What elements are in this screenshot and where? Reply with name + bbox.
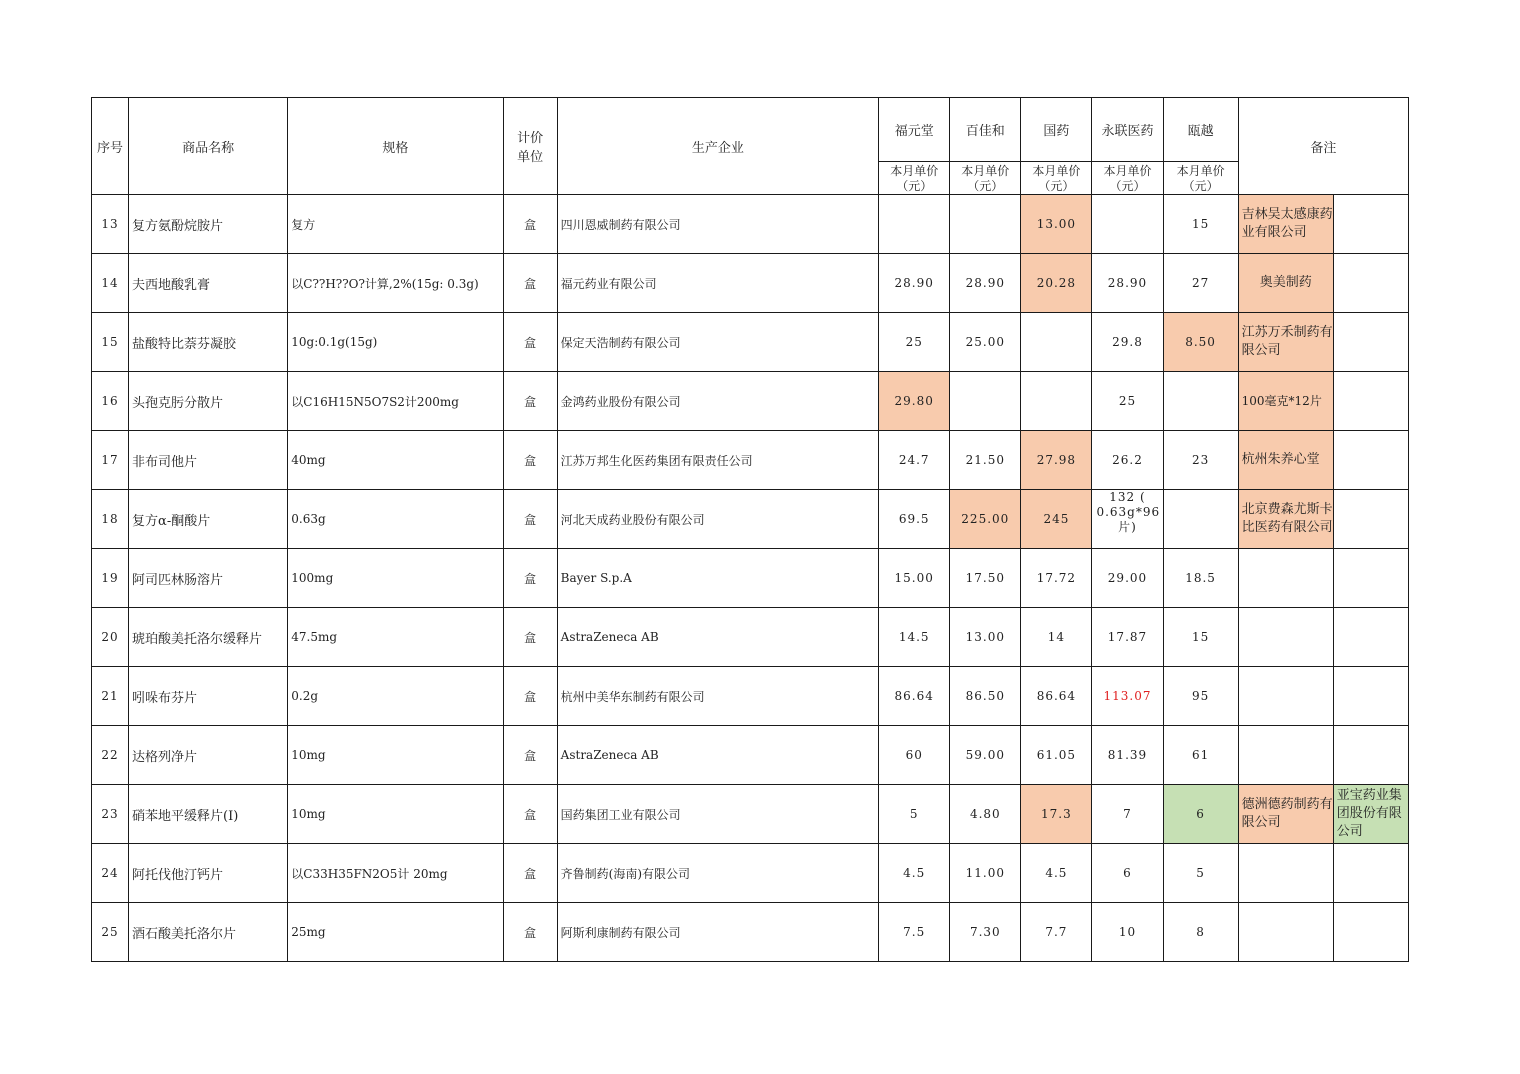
cell-price-4: 81.39 [1092, 726, 1163, 785]
table-row [92, 903, 1409, 962]
cell-unit: 盒 [503, 844, 557, 903]
cell-price-5: 15 [1163, 195, 1238, 254]
cell-price-4: 6 [1092, 844, 1163, 903]
header-unit: 计价单位 [503, 98, 557, 195]
cell-note-1: 德洲德药制药有限公司 [1238, 785, 1333, 844]
cell-price-2: 28.90 [950, 254, 1021, 313]
table-row [92, 785, 1409, 844]
cell-price-5 [1163, 490, 1238, 549]
cell-price-5: 8 [1163, 903, 1238, 962]
header-spec: 规格 [288, 98, 503, 195]
table-row [92, 667, 1409, 726]
cell-price-1: 5 [879, 785, 950, 844]
cell-spec: 以C16H15N5O7S2计200mg [288, 372, 503, 431]
cell-name: 盐酸特比萘芬凝胶 [129, 313, 288, 372]
header-supplier-5: 瓯越 [1163, 98, 1238, 162]
cell-price-4: 29.8 [1092, 313, 1163, 372]
cell-price-4: 10 [1092, 903, 1163, 962]
cell-price-5: 8.50 [1163, 313, 1238, 372]
table-row [92, 726, 1409, 785]
cell-maker: 金鸿药业股份有限公司 [557, 372, 878, 431]
cell-note-2 [1333, 844, 1408, 903]
cell-note-1 [1238, 903, 1333, 962]
cell-name: 吲哚布芬片 [129, 667, 288, 726]
cell-price-5: 6 [1163, 785, 1238, 844]
price-comparison-table [91, 97, 1409, 962]
cell-seq: 15 [92, 313, 129, 372]
header-unit-price: 本月单价（元） [879, 162, 950, 195]
cell-price-2: 17.50 [950, 549, 1021, 608]
cell-spec: 10mg [288, 785, 503, 844]
header-supplier-3: 国药 [1021, 98, 1092, 162]
cell-price-1 [879, 195, 950, 254]
cell-note-1: 江苏万禾制药有限公司 [1238, 313, 1333, 372]
cell-price-3: 245 [1021, 490, 1092, 549]
cell-price-2: 225.00 [950, 490, 1021, 549]
cell-name: 达格列净片 [129, 726, 288, 785]
cell-price-1: 29.80 [879, 372, 950, 431]
cell-price-2: 25.00 [950, 313, 1021, 372]
cell-unit: 盒 [503, 313, 557, 372]
cell-unit: 盒 [503, 431, 557, 490]
cell-price-4: 113.07 [1092, 667, 1163, 726]
cell-seq: 24 [92, 844, 129, 903]
header-seq: 序号 [92, 98, 129, 195]
table-row [92, 254, 1409, 313]
cell-note-2 [1333, 431, 1408, 490]
cell-price-2: 59.00 [950, 726, 1021, 785]
header-maker: 生产企业 [557, 98, 878, 195]
cell-maker: 江苏万邦生化医药集团有限责任公司 [557, 431, 878, 490]
cell-maker: AstraZeneca AB [557, 726, 878, 785]
cell-name: 复方氨酚烷胺片 [129, 195, 288, 254]
cell-seq: 22 [92, 726, 129, 785]
cell-price-2 [950, 372, 1021, 431]
cell-spec: 复方 [288, 195, 503, 254]
cell-note-1 [1238, 667, 1333, 726]
cell-price-5: 27 [1163, 254, 1238, 313]
cell-name: 头孢克肟分散片 [129, 372, 288, 431]
cell-note-1: 100毫克*12片 [1238, 372, 1333, 431]
cell-note-2 [1333, 726, 1408, 785]
header-supplier-2: 百佳和 [950, 98, 1021, 162]
cell-price-5: 15 [1163, 608, 1238, 667]
cell-maker: 河北天成药业股份有限公司 [557, 490, 878, 549]
cell-price-3: 27.98 [1021, 431, 1092, 490]
cell-seq: 23 [92, 785, 129, 844]
cell-unit: 盒 [503, 785, 557, 844]
cell-price-3: 13.00 [1021, 195, 1092, 254]
cell-name: 阿司匹林肠溶片 [129, 549, 288, 608]
cell-price-4: 28.90 [1092, 254, 1163, 313]
cell-note-2 [1333, 254, 1408, 313]
cell-price-3: 14 [1021, 608, 1092, 667]
cell-price-3: 17.72 [1021, 549, 1092, 608]
cell-spec: 以C??H??O?计算,2%(15g: 0.3g) [288, 254, 503, 313]
cell-unit: 盒 [503, 254, 557, 313]
cell-seq: 17 [92, 431, 129, 490]
cell-price-3: 7.7 [1021, 903, 1092, 962]
cell-seq: 14 [92, 254, 129, 313]
cell-price-4: 25 [1092, 372, 1163, 431]
cell-price-5 [1163, 372, 1238, 431]
cell-price-1: 28.90 [879, 254, 950, 313]
cell-price-4: 132 ( 0.63g*96 片) [1096, 490, 1161, 534]
cell-price-3: 20.28 [1021, 254, 1092, 313]
cell-note-2 [1333, 372, 1408, 431]
header-supplier-1: 福元堂 [879, 98, 950, 162]
table-row [92, 608, 1409, 667]
cell-spec: 10g:0.1g(15g) [288, 313, 503, 372]
cell-name: 复方α-酮酸片 [129, 490, 288, 549]
cell-price-1: 86.64 [879, 667, 950, 726]
table-row [92, 195, 1409, 254]
cell-spec: 40mg [288, 431, 503, 490]
cell-unit: 盒 [503, 608, 557, 667]
cell-price-4: 29.00 [1092, 549, 1163, 608]
cell-maker: 四川恩威制药有限公司 [557, 195, 878, 254]
header-unit-price: 本月单价（元） [1163, 162, 1238, 195]
header-supplier-4: 永联医药 [1092, 98, 1163, 162]
cell-price-3 [1021, 313, 1092, 372]
cell-note-1 [1238, 549, 1333, 608]
header-name: 商品名称 [129, 98, 288, 195]
cell-price-2: 86.50 [950, 667, 1021, 726]
cell-maker: 国药集团工业有限公司 [557, 785, 878, 844]
table-row [92, 549, 1409, 608]
cell-price-1: 4.5 [879, 844, 950, 903]
cell-price-5: 61 [1163, 726, 1238, 785]
cell-seq: 21 [92, 667, 129, 726]
cell-maker: 福元药业有限公司 [557, 254, 878, 313]
cell-seq: 16 [92, 372, 129, 431]
header-note: 备注 [1238, 98, 1408, 195]
cell-spec: 0.63g [288, 490, 503, 549]
table-row [92, 844, 1409, 903]
cell-seq: 25 [92, 903, 129, 962]
cell-price-5: 95 [1163, 667, 1238, 726]
cell-unit: 盒 [503, 726, 557, 785]
cell-note-2: 亚宝药业集团股份有限公司 [1333, 785, 1408, 844]
cell-unit: 盒 [503, 903, 557, 962]
cell-seq: 18 [92, 490, 129, 549]
cell-unit: 盒 [503, 549, 557, 608]
header-unit-price: 本月单价（元） [950, 162, 1021, 195]
cell-price-1: 69.5 [879, 490, 950, 549]
cell-note-1 [1238, 726, 1333, 785]
cell-name: 阿托伐他汀钙片 [129, 844, 288, 903]
cell-price-2: 21.50 [950, 431, 1021, 490]
cell-spec: 以C33H35FN2O5计 20mg [288, 844, 503, 903]
cell-price-2 [950, 195, 1021, 254]
cell-maker: 齐鲁制药(海南)有限公司 [557, 844, 878, 903]
cell-price-2: 11.00 [950, 844, 1021, 903]
cell-unit: 盒 [503, 372, 557, 431]
cell-note-2 [1333, 195, 1408, 254]
cell-note-1: 奥美制药 [1238, 254, 1333, 313]
cell-name: 夫西地酸乳膏 [129, 254, 288, 313]
cell-note-1 [1238, 844, 1333, 903]
cell-price-3: 86.64 [1021, 667, 1092, 726]
table-row [92, 372, 1409, 431]
cell-note-1: 北京费森尤斯卡比医药有限公司 [1238, 490, 1333, 549]
cell-note-2 [1333, 313, 1408, 372]
cell-price-2: 13.00 [950, 608, 1021, 667]
cell-price-1: 60 [879, 726, 950, 785]
cell-note-2 [1333, 549, 1408, 608]
header-unit-price: 本月单价（元） [1021, 162, 1092, 195]
cell-price-1: 24.7 [879, 431, 950, 490]
cell-price-1: 14.5 [879, 608, 950, 667]
cell-price-3 [1021, 372, 1092, 431]
cell-spec: 47.5mg [288, 608, 503, 667]
cell-spec: 10mg [288, 726, 503, 785]
cell-note-1: 吉林吴太感康药业有限公司 [1238, 195, 1333, 254]
cell-name: 非布司他片 [129, 431, 288, 490]
cell-name: 琥珀酸美托洛尔缓释片 [129, 608, 288, 667]
cell-unit: 盒 [503, 667, 557, 726]
cell-maker: 阿斯利康制药有限公司 [557, 903, 878, 962]
cell-price-4: 17.87 [1092, 608, 1163, 667]
cell-spec: 100mg [288, 549, 503, 608]
cell-note-1: 杭州朱养心堂 [1238, 431, 1333, 490]
cell-price-1: 7.5 [879, 903, 950, 962]
cell-maker: 杭州中美华东制药有限公司 [557, 667, 878, 726]
cell-maker: 保定天浩制药有限公司 [557, 313, 878, 372]
cell-note-2 [1333, 490, 1408, 549]
cell-price-4 [1092, 195, 1163, 254]
cell-maker: AstraZeneca AB [557, 608, 878, 667]
header-unit-price: 本月单价（元） [1092, 162, 1163, 195]
cell-spec: 25mg [288, 903, 503, 962]
cell-price-3: 4.5 [1021, 844, 1092, 903]
cell-price-3: 17.3 [1021, 785, 1092, 844]
cell-price-4: 26.2 [1092, 431, 1163, 490]
table-row [92, 431, 1409, 490]
cell-seq: 13 [92, 195, 129, 254]
cell-note-1 [1238, 608, 1333, 667]
cell-price-2: 7.30 [950, 903, 1021, 962]
cell-price-5: 23 [1163, 431, 1238, 490]
cell-seq: 19 [92, 549, 129, 608]
cell-price-4: 7 [1092, 785, 1163, 844]
table-row [92, 313, 1409, 372]
cell-name: 硝苯地平缓释片(Ⅰ) [129, 785, 288, 844]
cell-price-2: 4.80 [950, 785, 1021, 844]
cell-unit: 盒 [503, 490, 557, 549]
cell-unit: 盒 [503, 195, 557, 254]
cell-name: 酒石酸美托洛尔片 [129, 903, 288, 962]
cell-note-2 [1333, 608, 1408, 667]
cell-seq: 20 [92, 608, 129, 667]
cell-maker: Bayer S.p.A [557, 549, 878, 608]
cell-price-5: 18.5 [1163, 549, 1238, 608]
cell-price-5: 5 [1163, 844, 1238, 903]
cell-price-3: 61.05 [1021, 726, 1092, 785]
cell-spec: 0.2g [288, 667, 503, 726]
cell-note-2 [1333, 667, 1408, 726]
cell-note-2 [1333, 903, 1408, 962]
cell-price-1: 15.00 [879, 549, 950, 608]
table-row [92, 490, 1409, 549]
cell-price-1: 25 [879, 313, 950, 372]
